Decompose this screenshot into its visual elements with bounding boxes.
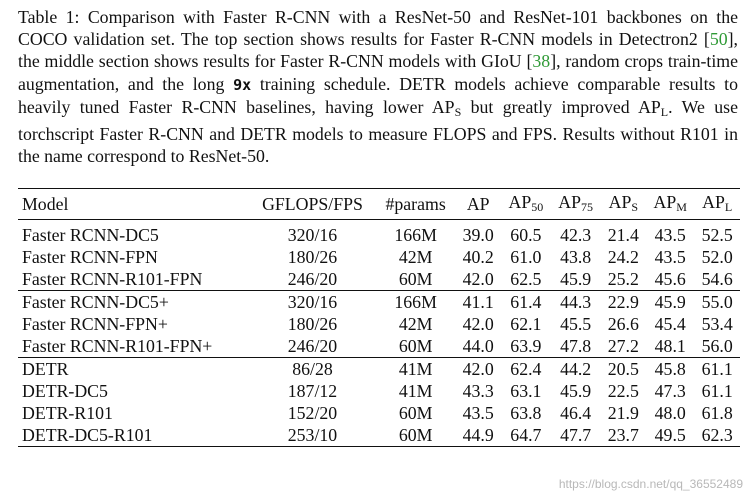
- citation-link-50[interactable]: 50: [709, 29, 728, 50]
- cell-gflops-fps: 187/12: [287, 381, 338, 401]
- cell-apm: 43.5: [654, 225, 686, 245]
- header-apm-sub: M: [676, 199, 687, 214]
- cell-apm: 49.5: [646, 424, 694, 447]
- header-ap: AP: [455, 189, 501, 220]
- cell-apl: 55.0: [694, 291, 740, 314]
- caption-text-4: training schedule. DETR models achieve comparable results to heavily tuned Faster R-CNN baselines, having lower AP: [18, 73, 738, 117]
- cell-ap75: 47.7: [551, 424, 601, 447]
- table-row: [18, 291, 740, 314]
- cell-ap: 40.2: [462, 247, 494, 267]
- cell-params: 42M: [398, 314, 433, 334]
- cell-gflops-fps: 320/16: [249, 291, 376, 314]
- cell-gflops-fps: 246/20: [287, 269, 338, 289]
- table-caption: [18, 6, 738, 167]
- cell-apl: 61.1: [701, 381, 733, 401]
- cell-ap: 43.5: [462, 403, 494, 423]
- cell-apl: 61.8: [701, 403, 733, 423]
- cell-gflops-fps: 253/10: [249, 424, 376, 447]
- cell-ap75: 44.3: [551, 291, 601, 314]
- cell-ap50: 62.1: [510, 314, 542, 334]
- cell-ap50: 62.5: [510, 269, 542, 289]
- cell-ap75: 45.9: [560, 381, 592, 401]
- caption-sub-l: L: [660, 104, 669, 119]
- table-row: [18, 220, 740, 247]
- cell-ap: 42.0: [455, 358, 501, 381]
- cell-ap75: 42.3: [560, 225, 592, 245]
- cell-params: 41M: [376, 358, 456, 381]
- cell-ap75: 45.5: [560, 314, 592, 334]
- cell-apm: 47.3: [654, 381, 686, 401]
- cell-apl: 62.3: [694, 424, 740, 447]
- cell-model: Faster RCNN-FPN: [22, 247, 158, 267]
- cell-ap50: 62.4: [501, 358, 551, 381]
- table-row: [18, 402, 740, 424]
- header-aps: [601, 189, 647, 220]
- cell-params: 60M: [398, 403, 433, 423]
- cell-params: 41M: [398, 381, 433, 401]
- table-row: [18, 268, 740, 291]
- caption-text-1: Table 1: Comparison with Faster R-CNN with a ResNet-50 and ResNet-101 backbones on the COCO validation set. The top section shows results for Faster R-CNN models in Detectron2 [: [18, 7, 738, 50]
- cell-aps: 21.4: [607, 225, 639, 245]
- cell-ap: 41.1: [455, 291, 501, 314]
- header-aps-sub: S: [631, 199, 639, 214]
- cell-ap50: 64.7: [501, 424, 551, 447]
- citation-link-38[interactable]: 38: [532, 51, 551, 72]
- cell-apl: 52.5: [701, 225, 733, 245]
- cell-ap75: 47.8: [560, 336, 592, 356]
- header-ap50-base: AP: [508, 191, 532, 212]
- cell-ap75: 45.9: [560, 269, 592, 289]
- cell-apl: 56.0: [701, 336, 733, 356]
- cell-apm: 48.0: [654, 403, 686, 423]
- cell-aps: 23.7: [601, 424, 647, 447]
- cell-aps: 22.9: [601, 291, 647, 314]
- cell-ap: 44.9: [455, 424, 501, 447]
- cell-aps: 24.2: [607, 247, 639, 267]
- table-row: [18, 424, 740, 447]
- header-apm: [646, 189, 694, 220]
- header-ap50-sub: 50: [531, 199, 544, 214]
- cell-ap50: 63.1: [510, 381, 542, 401]
- cell-apm: 45.4: [654, 314, 686, 334]
- cell-ap50: 60.5: [510, 225, 542, 245]
- cell-ap: 39.0: [462, 225, 494, 245]
- cell-model: Faster RCNN-DC5: [22, 225, 159, 245]
- caption-text-5: but greatly improved AP: [461, 96, 661, 117]
- cell-ap: 42.0: [462, 314, 494, 334]
- cell-apm: 45.9: [646, 291, 694, 314]
- header-ap75: [551, 189, 601, 220]
- table-row: [18, 246, 740, 268]
- cell-model: Faster RCNN-R101-FPN: [22, 269, 203, 289]
- cell-apm: 48.1: [654, 336, 686, 356]
- header-params: #params: [376, 189, 456, 220]
- cell-apl: 54.6: [701, 269, 733, 289]
- cell-ap50: 61.4: [501, 291, 551, 314]
- cell-params: 60M: [398, 269, 433, 289]
- cell-model: DETR-DC5: [22, 381, 108, 401]
- cell-apm: 45.6: [654, 269, 686, 289]
- cell-params: 60M: [398, 336, 433, 356]
- header-apl: [694, 189, 740, 220]
- header-gflops-fps: GFLOPS/FPS: [249, 189, 376, 220]
- cell-model: DETR-DC5-R101: [18, 424, 249, 447]
- cell-ap50: 61.0: [510, 247, 542, 267]
- cell-aps: 22.5: [607, 381, 639, 401]
- table-row: [18, 380, 740, 402]
- cell-gflops-fps: 180/26: [287, 247, 338, 267]
- cell-gflops-fps: 152/20: [287, 403, 338, 423]
- caption-text-6: . We use torchscript Faster R-CNN and DETR models to measure FLOPS and FPS. Results without R101 in the name correspond to ResNet-50.: [18, 96, 738, 167]
- watermark: https://blog.csdn.net/qq_36552489: [558, 477, 743, 491]
- header-apl-base: AP: [702, 191, 725, 212]
- table-row: [18, 313, 740, 335]
- cell-ap: 43.3: [462, 381, 494, 401]
- cell-gflops-fps: 246/20: [287, 336, 338, 356]
- cell-params: 60M: [376, 424, 456, 447]
- cell-aps: 27.2: [607, 336, 639, 356]
- cell-ap50: 63.9: [510, 336, 542, 356]
- cell-aps: 21.9: [607, 403, 639, 423]
- header-model: Model: [18, 189, 249, 220]
- caption-sub-s: S: [454, 104, 462, 119]
- cell-ap75: 46.4: [560, 403, 592, 423]
- cell-apl: 52.0: [701, 247, 733, 267]
- cell-model: Faster RCNN-FPN+: [22, 314, 168, 334]
- cell-ap50: 63.8: [510, 403, 542, 423]
- cell-gflops-fps: 86/28: [249, 358, 376, 381]
- cell-apl: 53.4: [701, 314, 733, 334]
- cell-ap: 42.0: [462, 269, 494, 289]
- header-ap50: [501, 189, 551, 220]
- cell-apm: 43.5: [654, 247, 686, 267]
- header-ap75-sub: 75: [581, 199, 593, 214]
- cell-params: 166M: [376, 291, 456, 314]
- cell-apl: 61.1: [694, 358, 740, 381]
- caption-text-3: ], random crops train-time augmentation, and the long: [18, 51, 738, 94]
- cell-gflops-fps: 180/26: [287, 314, 338, 334]
- cell-model: DETR: [18, 358, 249, 381]
- cell-model: DETR-R101: [22, 403, 113, 423]
- cell-apm: 45.8: [646, 358, 694, 381]
- cell-ap75: 43.8: [560, 247, 592, 267]
- header-ap75-base: AP: [558, 191, 581, 212]
- results-table: [18, 188, 740, 447]
- cell-model: Faster RCNN-R101-FPN+: [22, 336, 213, 356]
- table-row: [18, 358, 740, 381]
- cell-ap: 44.0: [462, 336, 494, 356]
- cell-params: 42M: [398, 247, 433, 267]
- caption-code-9x: 9x: [233, 75, 252, 94]
- header-aps-base: AP: [608, 191, 632, 212]
- cell-gflops-fps: 320/16: [287, 225, 338, 245]
- cell-ap75: 44.2: [551, 358, 601, 381]
- table-header-row: [18, 189, 740, 220]
- caption-text-2: ], the middle section shows results for Faster R-CNN models with GIoU [: [18, 29, 738, 72]
- cell-aps: 20.5: [601, 358, 647, 381]
- cell-model: Faster RCNN-DC5+: [18, 291, 249, 314]
- header-apl-sub: L: [724, 199, 733, 214]
- header-apm-base: AP: [653, 191, 677, 212]
- table-row: [18, 335, 740, 358]
- cell-aps: 25.2: [607, 269, 639, 289]
- cell-params: 166M: [394, 225, 437, 245]
- cell-aps: 26.6: [607, 314, 639, 334]
